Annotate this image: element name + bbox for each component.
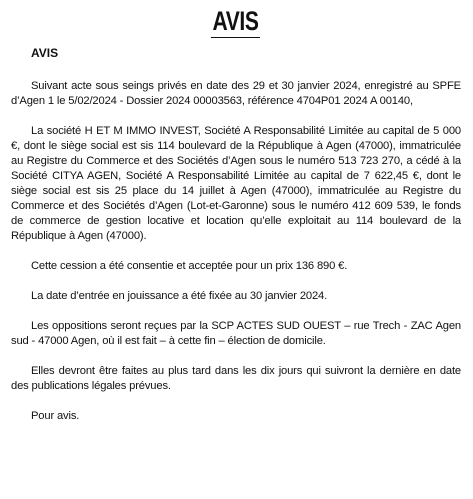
notice-paragraph-deadline: Elles devront être faites au plus tard dans les dix jours qui suivront la dernière en date des publications légales prévues. bbox=[11, 365, 461, 392]
banner-title: AVIS bbox=[212, 6, 260, 36]
notice-paragraph-closing: Pour avis. bbox=[31, 410, 80, 422]
notice-paragraph-entry-date: La date d’entrée en jouissance a été fixée au 30 janvier 2024. bbox=[31, 290, 328, 302]
notice-paragraph-oppositions: Les oppositions seront reçues par la SCP ACTES SUD OUEST – rue Trech - ZAC Agen sud - 47000 Agen, où il est fait – à cette fin – élection de domicile. bbox=[11, 320, 461, 347]
notice-paragraph-price: Cette cession a été consentie et acceptée pour un prix 136 890 €. bbox=[31, 260, 348, 272]
notice-paragraph-transfer: La société H ET M IMMO INVEST, Société A Responsabilité Limitée au capital de 5 000 €, dont le siège social est sis 114 boulevard de la République à Agen (47000), immatriculée au Registre du Commerce et des Sociétés d’Agen sous le numéro 513 723 270, a cédé à la Société CITYA AGEN, Société A Responsabilité Limitée au capital de 7 622,45 €, dont le siège social est sis 25 place du 14 juillet à Agen (47000), immatriculée au Registre du Commerce et des Sociétés d’Agen (Lot-et-Garonne) sous le numéro 412 609 539, le fonds de commerce de gestion locative et location qu’elle exploitait au 114 boulevard de la République à Agen (47000). bbox=[11, 125, 461, 242]
notice-heading: AVIS bbox=[31, 46, 59, 60]
notice-paragraph-deed: Suivant acte sous seings privés en date des 29 et 30 janvier 2024, enregistré au SPFE d’Agen 1 le 5/02/2024 - Dossier 2024 00003563, référence 4704P01 2024 A 00140, bbox=[11, 80, 461, 107]
notice-banner bbox=[11, 0, 461, 38]
